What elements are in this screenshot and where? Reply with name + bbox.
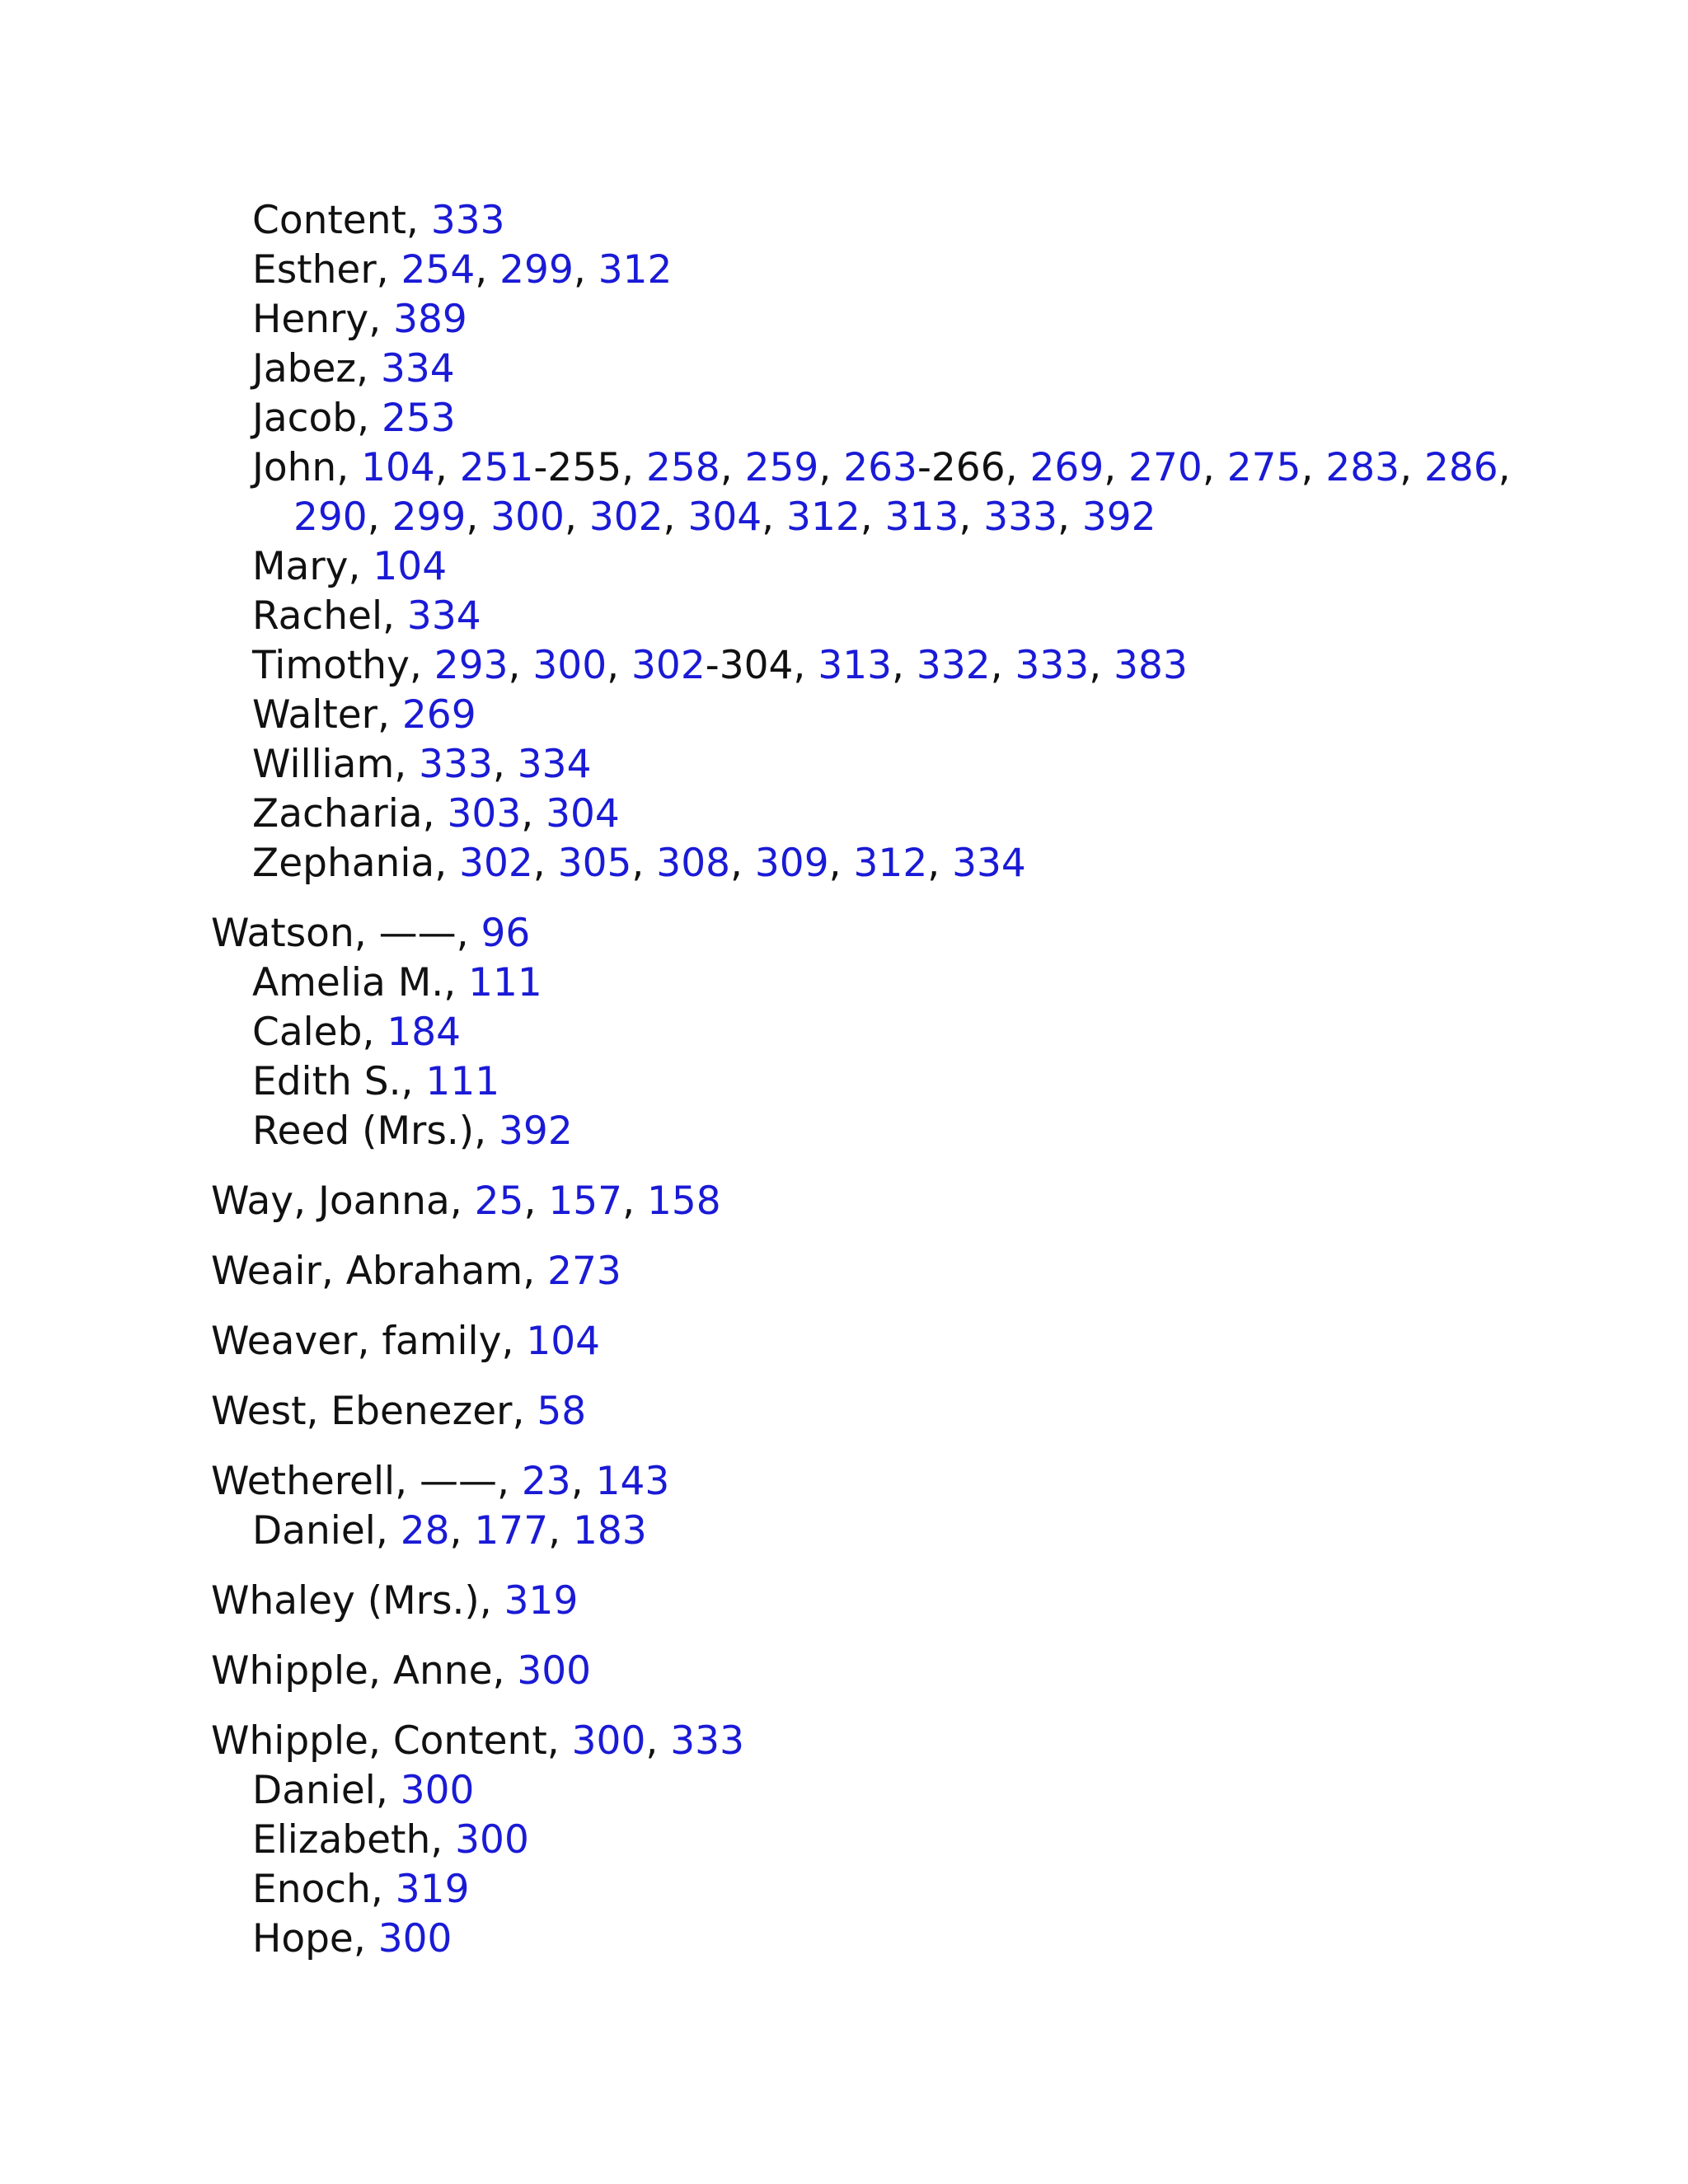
- index-subentry: [211, 1107, 1530, 1156]
- page-link[interactable]: 283: [1325, 445, 1400, 490]
- separator: ,: [367, 494, 392, 540]
- entry-name: Whipple, Anne: [211, 1648, 493, 1694]
- separator: ,: [892, 643, 917, 688]
- index-subentry: [211, 344, 1530, 394]
- page-link[interactable]: 312: [598, 247, 673, 293]
- range-dash: -: [705, 643, 720, 688]
- entry-name: Hope: [252, 1916, 354, 1961]
- separator: ,: [492, 1648, 518, 1694]
- entry-name: Henry: [252, 297, 369, 342]
- separator: ,: [621, 445, 646, 490]
- page-link[interactable]: 333: [419, 742, 493, 787]
- separator: ,: [762, 494, 787, 540]
- page-link[interactable]: 104: [373, 544, 448, 589]
- page-link[interactable]: 300: [455, 1817, 529, 1863]
- index-subentry: [211, 1915, 1530, 1964]
- page-link[interactable]: 319: [504, 1578, 579, 1624]
- index-entry: [211, 909, 1530, 958]
- separator: ,: [375, 1508, 401, 1554]
- separator: ,: [720, 445, 745, 490]
- entry-name: Weair, Abraham: [211, 1249, 523, 1294]
- page-link[interactable]: 300: [490, 494, 565, 540]
- index-subentry: [211, 196, 1530, 246]
- page-link[interactable]: 300: [400, 1768, 475, 1813]
- separator: ,: [532, 841, 558, 886]
- page-link[interactable]: 333: [670, 1718, 744, 1764]
- separator: ,: [356, 346, 381, 391]
- separator: ,: [1498, 445, 1511, 490]
- page-link[interactable]: 104: [361, 445, 435, 490]
- index-entry: [211, 1577, 1530, 1626]
- page-link[interactable]: 392: [499, 1108, 573, 1154]
- page-link[interactable]: 143: [595, 1459, 670, 1504]
- separator: ,: [370, 1867, 396, 1912]
- page-link[interactable]: 275: [1226, 445, 1301, 490]
- index-entry: [211, 1457, 1530, 1507]
- page-link[interactable]: 312: [853, 841, 928, 886]
- separator: ,: [409, 643, 434, 688]
- page-link[interactable]: 313: [818, 643, 893, 688]
- index-subentry: [211, 1057, 1530, 1107]
- entry-name: Rachel: [252, 593, 383, 639]
- separator: ,: [430, 1817, 456, 1863]
- page-link[interactable]: 309: [754, 841, 829, 886]
- separator: ,: [449, 1508, 475, 1554]
- separator: ,: [990, 643, 1015, 688]
- separator: ,: [663, 494, 688, 540]
- page-link[interactable]: 308: [656, 841, 731, 886]
- separator: ,: [828, 841, 854, 886]
- separator: ,: [1104, 445, 1129, 490]
- entry-name: Whaley (Mrs.): [211, 1578, 480, 1624]
- page-link[interactable]: 332: [916, 643, 991, 688]
- page-link[interactable]: 299: [499, 247, 574, 293]
- page-link[interactable]: 183: [573, 1508, 647, 1554]
- page-link[interactable]: 300: [377, 1916, 452, 1961]
- page-link[interactable]: 184: [387, 1010, 462, 1055]
- index-entry: [211, 1647, 1530, 1696]
- separator: ,: [449, 1179, 475, 1224]
- page-link[interactable]: 313: [884, 494, 959, 540]
- separator: ,: [622, 1179, 647, 1224]
- page-link[interactable]: 334: [952, 841, 1026, 886]
- separator: ,: [508, 643, 533, 688]
- page-link[interactable]: 258: [646, 445, 720, 490]
- index-subentry: [211, 641, 1530, 691]
- entry-name: Walter: [252, 692, 377, 738]
- page-link[interactable]: 300: [517, 1648, 592, 1694]
- index-entry: [211, 1177, 1530, 1226]
- page-link[interactable]: 334: [517, 742, 592, 787]
- separator: ,: [394, 742, 420, 787]
- separator: ,: [362, 1010, 387, 1055]
- separator: ,: [860, 494, 885, 540]
- entry-name: Timothy: [252, 643, 410, 688]
- index-subentry: [211, 1865, 1530, 1915]
- range-dash: -: [917, 445, 931, 490]
- index-subentry: [211, 1008, 1530, 1057]
- separator: ,: [376, 247, 401, 293]
- page-link[interactable]: 312: [786, 494, 860, 540]
- page-link[interactable]: 259: [744, 445, 819, 490]
- index-page: [211, 196, 1530, 1964]
- page-link[interactable]: 157: [548, 1179, 623, 1224]
- entry-name: Watson, ——: [211, 911, 457, 956]
- separator: ,: [573, 247, 598, 293]
- separator: ,: [496, 1459, 522, 1504]
- separator: ,: [546, 1718, 572, 1764]
- entry-name: John: [252, 445, 337, 490]
- index-subentry: [211, 740, 1530, 790]
- entry-name: Reed (Mrs.): [252, 1108, 475, 1154]
- page-link[interactable]: 158: [646, 1179, 721, 1224]
- entry-name: Enoch: [252, 1867, 371, 1912]
- separator: ,: [368, 297, 394, 342]
- entry-name: Zacharia: [252, 791, 423, 837]
- separator: ,: [474, 1108, 499, 1154]
- page-link[interactable]: 111: [425, 1059, 500, 1104]
- entry-name: Wetherell, ——: [211, 1459, 497, 1504]
- separator: ,: [466, 494, 491, 540]
- index-subentry: [211, 790, 1530, 839]
- entry-name: William: [252, 742, 395, 787]
- separator: ,: [492, 742, 518, 787]
- page-link[interactable]: 286: [1423, 445, 1498, 490]
- separator: ,: [382, 593, 407, 639]
- separator: ,: [434, 841, 460, 886]
- range-end: 266: [931, 445, 1006, 490]
- separator: ,: [959, 494, 984, 540]
- separator: ,: [336, 445, 362, 490]
- entry-name: Way, Joanna: [211, 1179, 450, 1224]
- page-link[interactable]: 334: [406, 593, 481, 639]
- index-subentry: [211, 839, 1530, 888]
- index-subentry: [211, 1766, 1530, 1816]
- separator: ,: [570, 1459, 596, 1504]
- page-link[interactable]: 254: [401, 247, 476, 293]
- page-link[interactable]: 58: [537, 1389, 587, 1434]
- separator: ,: [1057, 494, 1082, 540]
- range-end: 255: [547, 445, 622, 490]
- page-link[interactable]: 104: [526, 1319, 601, 1364]
- page-link[interactable]: 333: [430, 198, 505, 243]
- separator: ,: [1005, 445, 1030, 490]
- separator: ,: [475, 247, 500, 293]
- page-link[interactable]: 177: [474, 1508, 549, 1554]
- page-link[interactable]: 333: [983, 494, 1057, 540]
- index-subentry: [211, 691, 1530, 740]
- page-link[interactable]: 303: [447, 791, 522, 837]
- separator: ,: [479, 1578, 504, 1624]
- separator: ,: [512, 1389, 537, 1434]
- entry-name: Content: [252, 198, 406, 243]
- page-link[interactable]: 392: [1081, 494, 1156, 540]
- page-link[interactable]: 300: [571, 1718, 646, 1764]
- separator: ,: [377, 692, 402, 738]
- separator: ,: [443, 960, 469, 1005]
- separator: ,: [1400, 445, 1424, 490]
- page-link[interactable]: 251: [459, 445, 534, 490]
- separator: ,: [645, 1718, 671, 1764]
- separator: ,: [406, 198, 431, 243]
- page-link[interactable]: 334: [380, 346, 455, 391]
- page-link[interactable]: 299: [392, 494, 467, 540]
- entry-name: West, Ebenezer: [211, 1389, 513, 1434]
- separator: ,: [730, 841, 755, 886]
- separator: ,: [434, 445, 460, 490]
- separator: ,: [564, 494, 589, 540]
- page-link[interactable]: 253: [381, 396, 456, 441]
- range-end: 304: [719, 643, 794, 688]
- entry-name: Weaver, family: [211, 1319, 502, 1364]
- entry-name: Zephania: [252, 841, 435, 886]
- separator: ,: [523, 1179, 549, 1224]
- page-link[interactable]: 28: [400, 1508, 450, 1554]
- entry-name: Edith S.: [252, 1059, 401, 1104]
- index-subentry: [211, 1816, 1530, 1865]
- page-link[interactable]: 389: [393, 297, 467, 342]
- entry-name: Elizabeth: [252, 1817, 431, 1863]
- page-link[interactable]: 111: [468, 960, 542, 1005]
- entry-name: Jacob: [252, 396, 358, 441]
- page-link[interactable]: 302: [631, 643, 706, 688]
- separator: ,: [818, 445, 844, 490]
- page-link[interactable]: 300: [532, 643, 607, 688]
- separator: ,: [1202, 445, 1227, 490]
- separator: ,: [793, 643, 818, 688]
- index-entry: [211, 1247, 1530, 1296]
- separator: ,: [422, 791, 448, 837]
- index-subentry: [211, 592, 1530, 641]
- index-subentry: [211, 295, 1530, 344]
- page-link[interactable]: 305: [557, 841, 632, 886]
- separator: ,: [1301, 445, 1326, 490]
- separator: ,: [523, 1249, 548, 1294]
- index-subentry: [211, 542, 1530, 592]
- entry-name: Amelia M.: [252, 960, 444, 1005]
- index-continuation-line: [211, 493, 1530, 542]
- separator: ,: [521, 791, 546, 837]
- separator: ,: [501, 1319, 527, 1364]
- index-subentry: [211, 246, 1530, 295]
- page-link[interactable]: 302: [588, 494, 663, 540]
- separator: ,: [548, 1508, 574, 1554]
- page-link[interactable]: 263: [843, 445, 917, 490]
- separator: ,: [357, 396, 382, 441]
- separator: ,: [353, 1916, 378, 1961]
- separator: ,: [1089, 643, 1114, 688]
- index-entry: [211, 1317, 1530, 1366]
- entry-name: Daniel: [252, 1508, 376, 1554]
- entry-name: Whipple, Content: [211, 1718, 547, 1764]
- separator: ,: [401, 1059, 426, 1104]
- index-subentry: [211, 443, 1530, 493]
- entry-name: Daniel: [252, 1768, 376, 1813]
- index-subentry: [211, 394, 1530, 443]
- page-link[interactable]: 333: [1015, 643, 1090, 688]
- page-link[interactable]: 269: [1029, 445, 1104, 490]
- separator: ,: [456, 911, 481, 956]
- entry-name: Jabez: [252, 346, 357, 391]
- entry-name: Mary: [252, 544, 349, 589]
- page-link[interactable]: 304: [687, 494, 762, 540]
- page-link[interactable]: 269: [401, 692, 476, 738]
- index-entry: [211, 1387, 1530, 1436]
- page-link[interactable]: 270: [1128, 445, 1203, 490]
- page-link[interactable]: 302: [459, 841, 533, 886]
- separator: ,: [631, 841, 657, 886]
- entry-name: Esther: [252, 247, 377, 293]
- entry-name: Caleb: [252, 1010, 363, 1055]
- page-link[interactable]: 290: [293, 494, 368, 540]
- range-dash: -: [533, 445, 548, 490]
- separator: ,: [927, 841, 953, 886]
- page-link[interactable]: 23: [521, 1459, 571, 1504]
- page-link[interactable]: 319: [395, 1867, 470, 1912]
- page-link[interactable]: 293: [434, 643, 509, 688]
- page-link[interactable]: 383: [1114, 643, 1188, 688]
- page-link[interactable]: 96: [481, 911, 531, 956]
- page-link[interactable]: 25: [474, 1179, 524, 1224]
- separator: ,: [375, 1768, 401, 1813]
- index-subentry: [211, 1507, 1530, 1556]
- index-subentry: [211, 958, 1530, 1008]
- separator: ,: [348, 544, 373, 589]
- page-link[interactable]: 273: [547, 1249, 621, 1294]
- separator: ,: [607, 643, 632, 688]
- page-link[interactable]: 304: [546, 791, 620, 837]
- index-entry: [211, 1717, 1530, 1766]
